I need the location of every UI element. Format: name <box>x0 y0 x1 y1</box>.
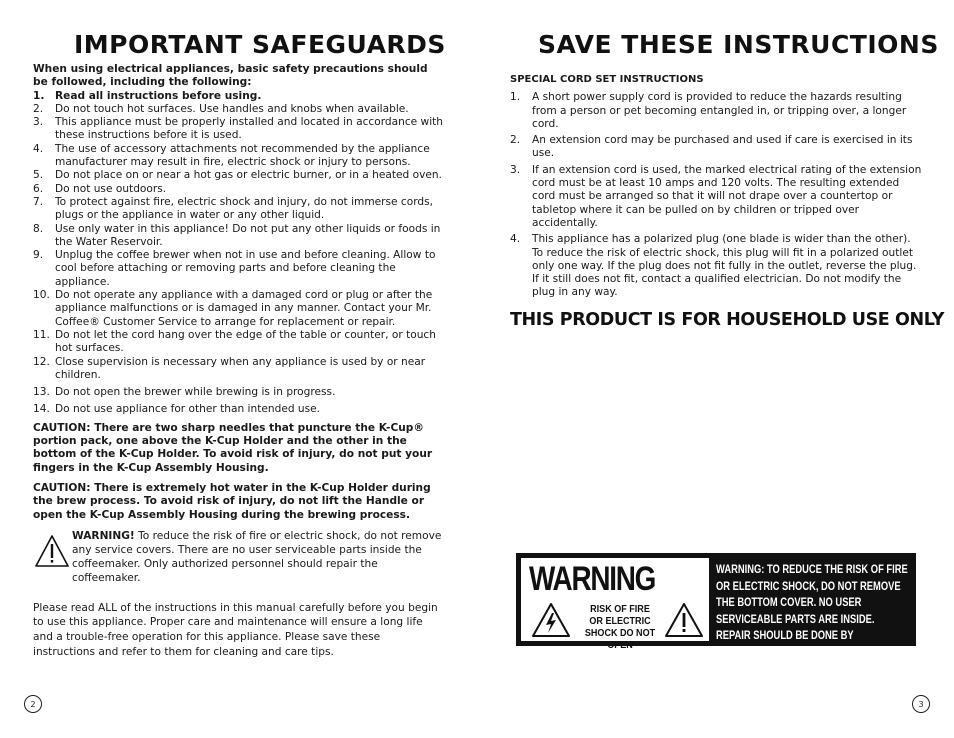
item-number: 9. <box>33 249 44 262</box>
item-text: The use of accessory attachments not recommended by the appliance manufacturer may result in fire, electric shock or injury to persons. <box>55 142 430 169</box>
list-item <box>510 164 922 230</box>
item-text: Do not use outdoors. <box>55 182 167 195</box>
item-text: Do not let the cord hang over the edge of the table or counter, or touch hot surfaces. <box>55 328 436 355</box>
item-text: Use only water in this appliance! Do not put any other liquids or foods in the Water Reservoir. <box>55 222 441 248</box>
item-number: 1. <box>33 89 45 102</box>
list-item <box>510 91 922 131</box>
item-text: A short power supply cord is provided to reduce the hazards resulting from a person or pet becoming entangled in, or tripping over, a longer cord. <box>532 91 907 130</box>
item-number: 10. <box>33 289 50 302</box>
warning-body: To reduce the risk of fire or electric shock, do not remove any service covers. There are no user serviceable parts inside the coffeemaker. Only authorized personnel should repair the coffeemaker. <box>72 529 442 585</box>
item-number: 7. <box>33 195 44 208</box>
item-number: 4. <box>510 233 521 246</box>
warning-label-panel <box>521 558 709 651</box>
caution-hot-water: CAUTION: There is extremely hot water in the K-Cup Holder during the brew process. To avoid risk of injury, do not lift the Handle or open the K-Cup Assembly Housing during the brewing process. <box>33 481 431 521</box>
item-text: To protect against fire, electric shock and injury, do not immerse cords, plugs or the appliance in water or any other liquid. <box>55 195 434 222</box>
item-text: Close supervision is necessary when any appliance is used by or near children. <box>55 355 426 381</box>
list-item <box>33 196 445 223</box>
lightning-bolt-icon <box>531 602 571 638</box>
cord-list <box>510 91 922 299</box>
list-item <box>33 386 445 399</box>
warning-label-word: WARNING <box>529 560 656 598</box>
cord-instructions <box>510 73 922 300</box>
item-text: An extension cord may be purchased and used if care is exercised in its use. <box>532 134 913 160</box>
item-text: If an extension cord is used, the marked electrical rating of the extension cord must be at least 10 amps and 120 volts. The resulting extended cord must be arranged so that it will not drape over a countertop or tabletop where it can be pulled on by children or tripped over accidentally. <box>532 163 922 229</box>
item-text: This appliance must be properly installed and located in accordance with these instructions before it is used. <box>55 116 444 142</box>
item-number: 2. <box>510 134 521 147</box>
list-item <box>510 233 922 299</box>
item-number: 13. <box>33 386 50 399</box>
list-item <box>33 223 445 250</box>
item-number: 3. <box>33 116 44 129</box>
warning-notice <box>33 529 445 591</box>
list-item <box>33 289 445 329</box>
list-item <box>33 103 445 116</box>
page-number: 2 <box>24 695 42 713</box>
list-item <box>33 116 445 143</box>
item-number: 12. <box>33 355 50 368</box>
page-number: 3 <box>912 695 930 713</box>
closing-paragraph: Please read ALL of the instructions in this manual carefully before you begin to use this appliance. Proper care and maintenance will ensure a long life and a trouble-free operation for this appliance. Please save these instructions and refer to them for cleaning and care tips. <box>33 601 438 658</box>
page-title-save-instructions: SAVE THESE INSTRUCTIONS <box>538 30 939 59</box>
caution-needles: CAUTION: There are two sharp needles that puncture the K-Cup® portion pack, one above the K-Cup Holder and the other in the bottom of the K-Cup Holder. To avoid risk of injury, do not put your fingers in the K-Cup Assembly Housing. <box>33 421 433 474</box>
item-text: Do not open the brewer while brewing is in progress. <box>55 386 336 399</box>
household-use-heading: THIS PRODUCT IS FOR HOUSEHOLD USE ONLY <box>510 310 945 330</box>
warning-label-risk: RISK OF FIRE OR ELECTRIC SHOCK DO NOT OPEN <box>584 603 656 651</box>
safeguards-body <box>33 63 445 659</box>
item-text: Read all instructions before using. <box>55 89 262 102</box>
item-text: Do not touch hot surfaces. Use handles and knobs when available. <box>55 102 409 115</box>
item-number: 11. <box>33 328 50 341</box>
warning-text <box>72 529 445 586</box>
item-text: Do not operate any appliance with a damaged cord or plug or after the appliance malfunctions or is damaged in any manner. Contact your Mr. Coffee® Customer Service to arrange for replacement or repair. <box>55 289 433 328</box>
list-item <box>33 90 445 103</box>
item-number: 8. <box>33 222 44 235</box>
cord-heading: SPECIAL CORD SET INSTRUCTIONS <box>510 74 704 85</box>
item-number: 6. <box>33 182 44 195</box>
item-number: 4. <box>33 142 44 155</box>
warning-label <box>516 553 916 659</box>
list-item <box>33 169 445 182</box>
page-title-safeguards: IMPORTANT SAFEGUARDS <box>74 30 446 59</box>
safeguards-intro: When using electrical appliances, basic safety precautions should be followed, including the following: <box>33 63 428 89</box>
list-item <box>510 134 922 161</box>
item-number: 5. <box>33 169 44 182</box>
list-item <box>33 249 445 289</box>
item-number: 3. <box>510 163 521 176</box>
safeguards-list <box>33 90 445 417</box>
item-text: This appliance has a polarized plug (one blade is wider than the other). To reduce the risk of electric shock, this plug will fit in a polarized outlet only one way. If the plug does not fit fully in the outlet, reverse the plug. If it still does not fit, contact a qualified electrician. Do not modify the plug in any way. <box>532 233 917 299</box>
item-text: Unplug the coffee brewer when not in use and before cleaning. Allow to cool before attaching or removing parts and before cleaning the appliance. <box>55 249 436 288</box>
item-text: Do not use appliance for other than intended use. <box>55 403 321 416</box>
item-number: 1. <box>510 91 521 104</box>
item-number: 14. <box>33 403 50 416</box>
item-number: 2. <box>33 102 44 115</box>
exclamation-triangle-icon <box>664 602 704 638</box>
list-item <box>33 403 445 416</box>
item-text: Do not place on or near a hot gas or electric burner, or in a heated oven. <box>55 169 442 182</box>
warning-label-message: WARNING: TO REDUCE THE RISK OF FIRE OR ELECTRIC SHOCK, DO NOT REMOVE THE BOTTOM COVER. NO USER SERVICEABLE PARTS ARE INSIDE. REPAIR SHOULD BE DONE BY AUTHORIZED SERVICE PERSONNEL ONLY. <box>716 562 911 659</box>
list-item <box>33 183 445 196</box>
warning-triangle-icon <box>35 535 69 567</box>
warning-lead: WARNING! <box>72 529 135 542</box>
list-item <box>33 329 445 356</box>
right-page <box>477 0 954 738</box>
list-item <box>33 356 445 383</box>
list-item <box>33 143 445 170</box>
